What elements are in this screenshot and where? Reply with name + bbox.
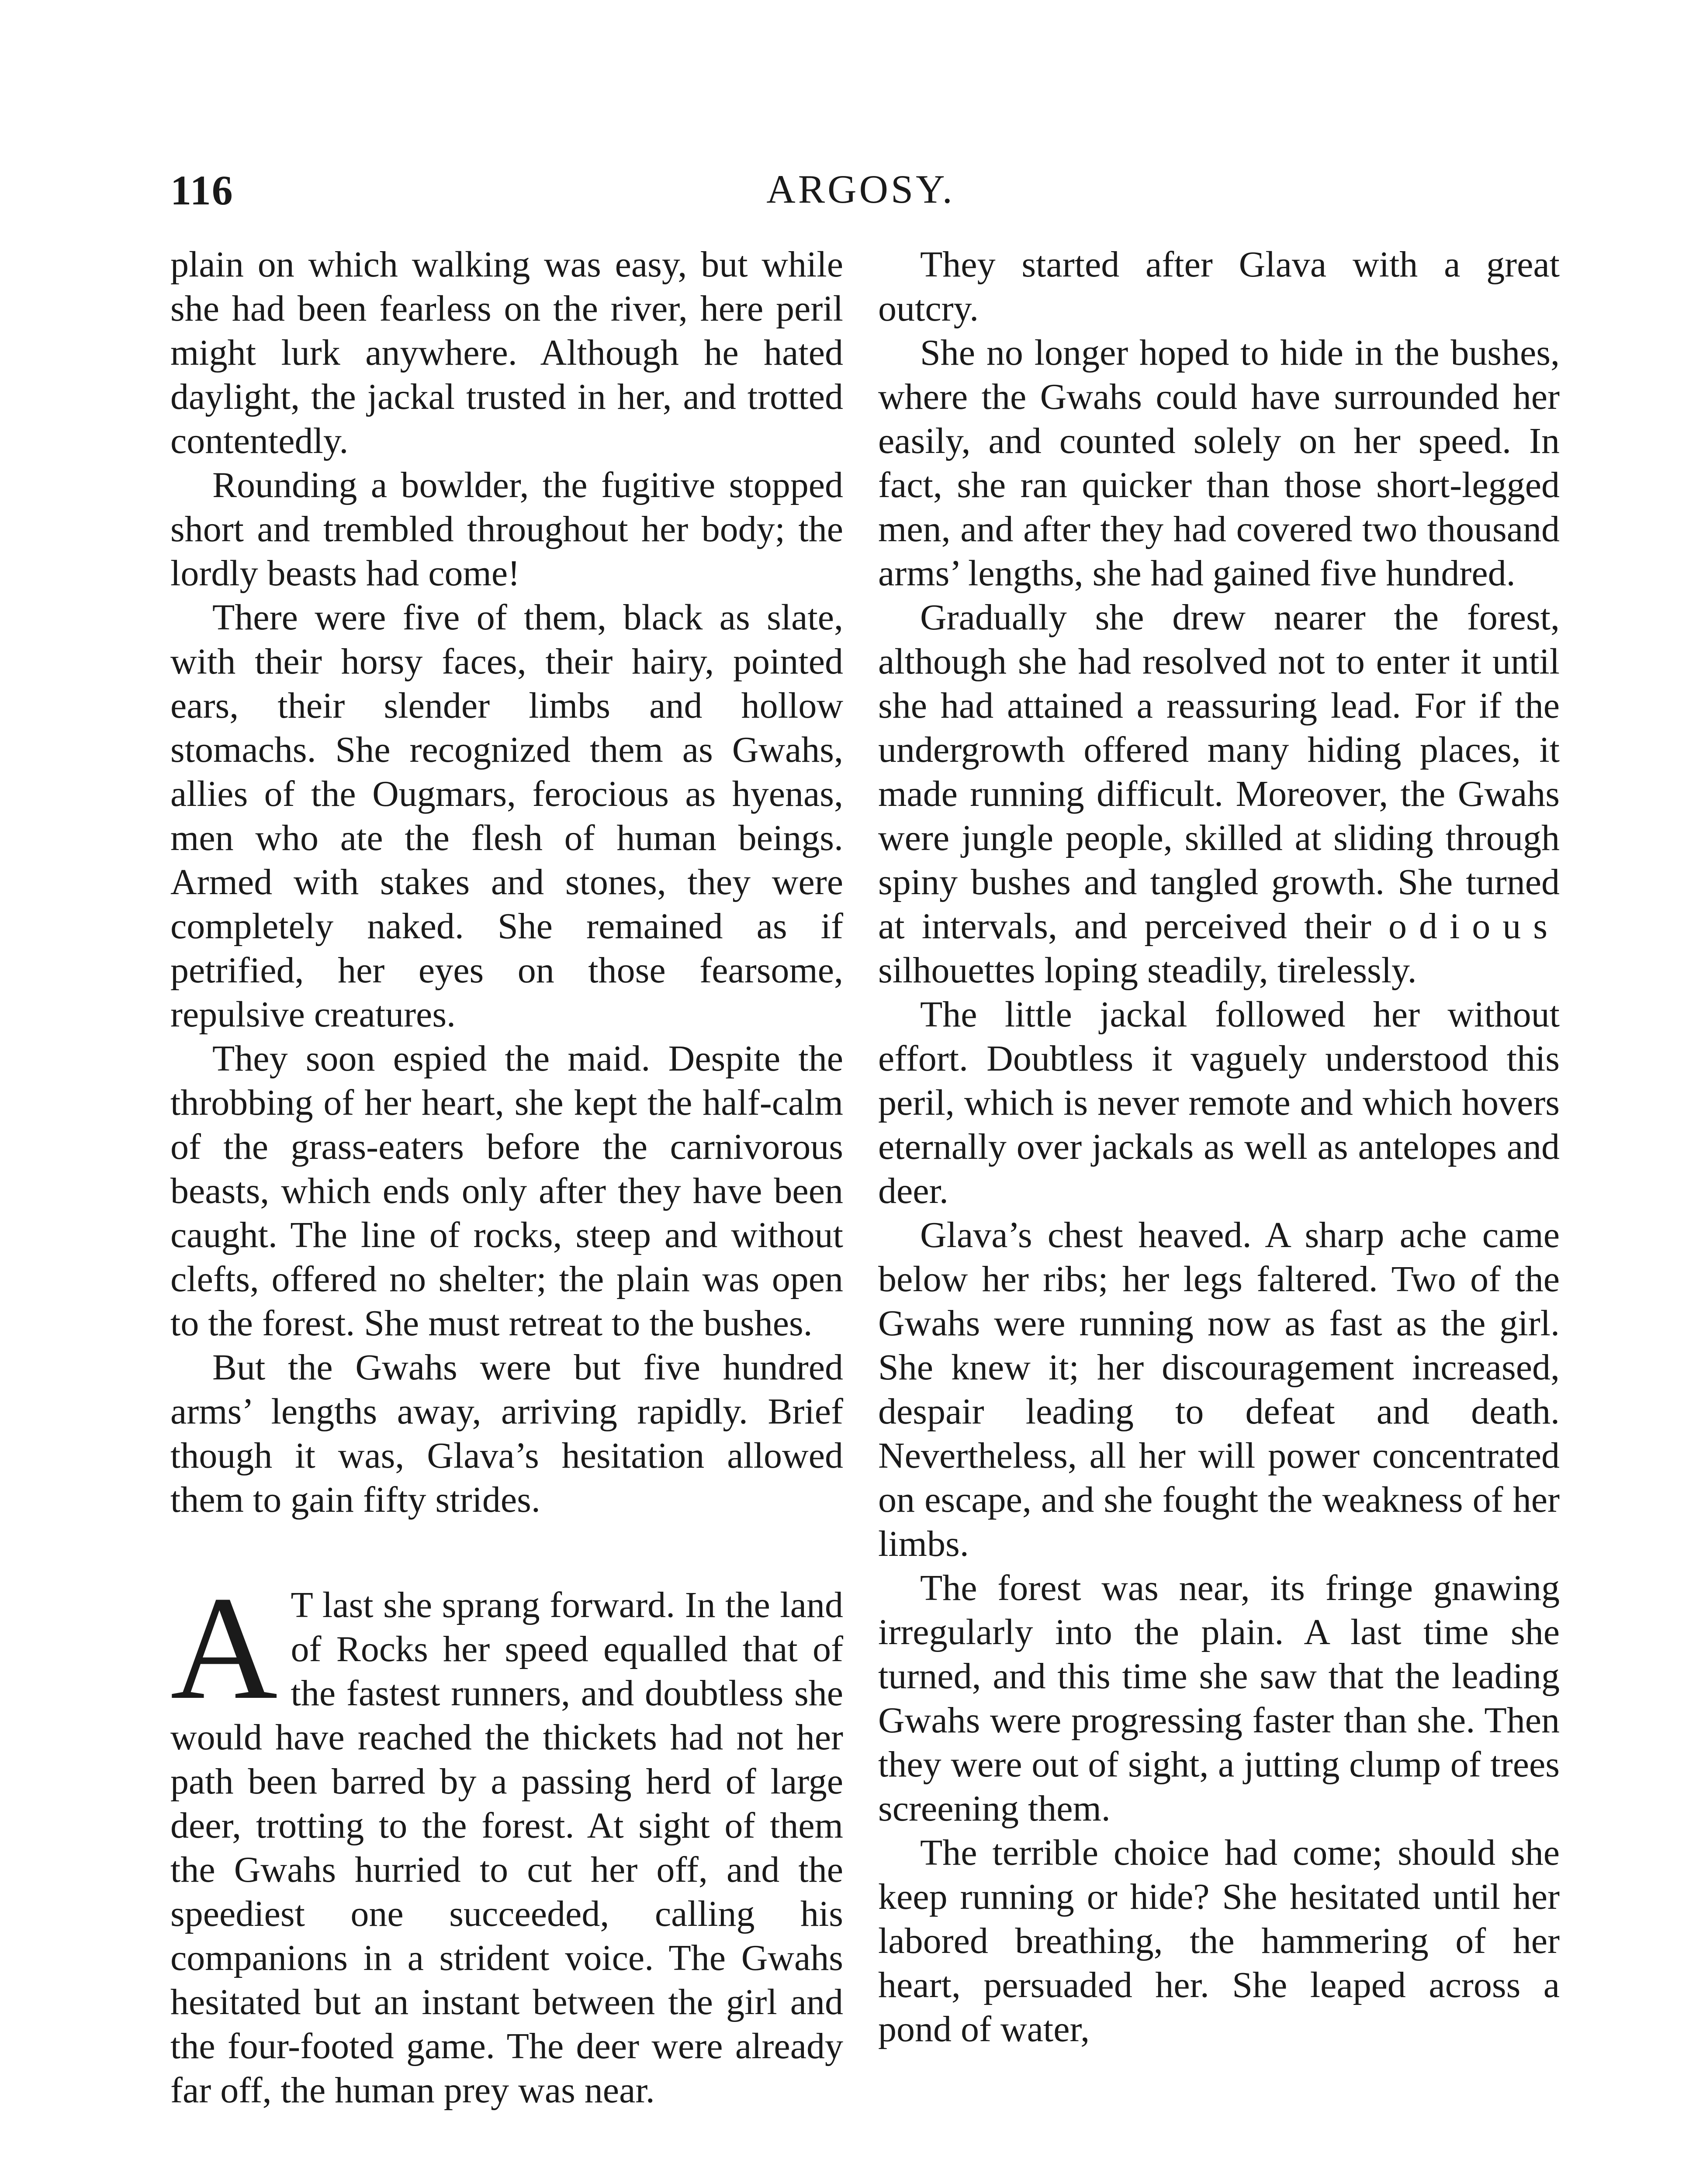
paragraph: She no longer hoped to hide in the bushes, where the Gwahs could have surrounded her easily, and counted solely on her speed. In fact, she ran quicker than those short-legged men, and after they had covered two thousand arms’ lengths, she had gained five hundred. xyxy=(878,332,1560,594)
paragraph-text: silhouettes loping steadily, tirelessly. xyxy=(878,950,1417,991)
section-opening-text: T last she sprang forward. In the land of Rocks her speed equalled that of the fastest runners, and doubtless she would have reached the thickets had not her path been barred by a passing herd of large deer, trotting to the forest. At sight of them the Gwahs hurried to cut her off, and the speediest one succeeded, calling his companions in a strident voice. The Gwahs hesitated but an instant between the girl and the four-footed game. The deer were already far off, the human prey was near. xyxy=(170,1585,843,2111)
paragraph: The terrible choice had come; should she keep running or hide? She hesitated until her labored breathing, the hammering of her heart, persuaded her. She leaped across a pond of water, xyxy=(878,1832,1560,2049)
paragraph: They soon espied the maid. Despite the throbbing of her heart, she kept the half-calm of the grass-eaters before the carnivorous beasts, which ends only after they have been caught. The line of rocks, steep and without clefts, offered no shelter; the plain was open to the forest. She must retreat to the bushes. xyxy=(170,1038,843,1344)
paragraph: Glava’s chest heaved. A sharp ache came below her ribs; her legs faltered. Two of the Gwahs were running now as fast as the girl. She knew it; her discouragement increased, despair leading to defeat and death. Nevertheless, all her will power concentrated on escape, and she fought the weakness of her limbs. xyxy=(878,1215,1560,1564)
page-header xyxy=(170,166,1551,227)
paragraph: The little jackal followed her without effort. Doubtless it vaguely understood this peril, which is never remote and which hovers eternally over jackals as well as antelopes and deer. xyxy=(878,994,1560,1211)
drop-cap: A xyxy=(170,1565,278,1730)
paragraph-text: Gradually she drew nearer the forest, although she had resolved not to enter it until she had attained a reassuring lead. For if the undergrowth offered many hiding places, it made running difficult. Moreover, the Gwahs were jungle people, skilled at sliding through spiny bushes and tangled growth. She turned at intervals, and perceived their xyxy=(878,597,1560,947)
page-number: 116 xyxy=(170,167,234,214)
right-column xyxy=(878,242,1560,2051)
spaced-word: odious xyxy=(1388,906,1560,947)
paragraph: There were five of them, black as slate, with their horsy faces, their hairy, pointed ears, their slender limbs and hollow stomachs. She recognized them as Gwahs, allies of the Ougmars, ferocious as hyenas, men who ate the flesh of human beings. Armed with stakes and stones, they were completely naked. She remained as if petrified, her eyes on those fearsome, repulsive creatures. xyxy=(170,597,843,1035)
left-column xyxy=(170,242,843,2112)
paragraph: Rounding a bowlder, the fugitive stopped short and trembled throughout her body; the lordly beasts had come! xyxy=(170,465,843,594)
paragraph: The forest was near, its fringe gnawing irregularly into the plain. A last time she turned, and this time she saw that the leading Gwahs were progressing faster than she. Then they were out of sight, a jutting clump of trees screening them. xyxy=(878,1568,1560,1829)
paragraph: They started after Glava with a great outcry. xyxy=(878,244,1560,329)
paragraph: But the Gwahs were but five hundred arms’ lengths away, arriving rapidly. Brief though it was, Glava’s hesitation allowed them to gain fifty strides. xyxy=(170,1347,843,1520)
running-title: ARGOSY. xyxy=(766,167,955,211)
section-opening-paragraph xyxy=(170,1565,843,2112)
paragraph: plain on which walking was easy, but while she had been fearless on the river, here peril might lurk anywhere. Although he hated daylight, the jackal trusted in her, and trotted contentedly. xyxy=(170,244,843,461)
paragraph xyxy=(878,595,1560,992)
